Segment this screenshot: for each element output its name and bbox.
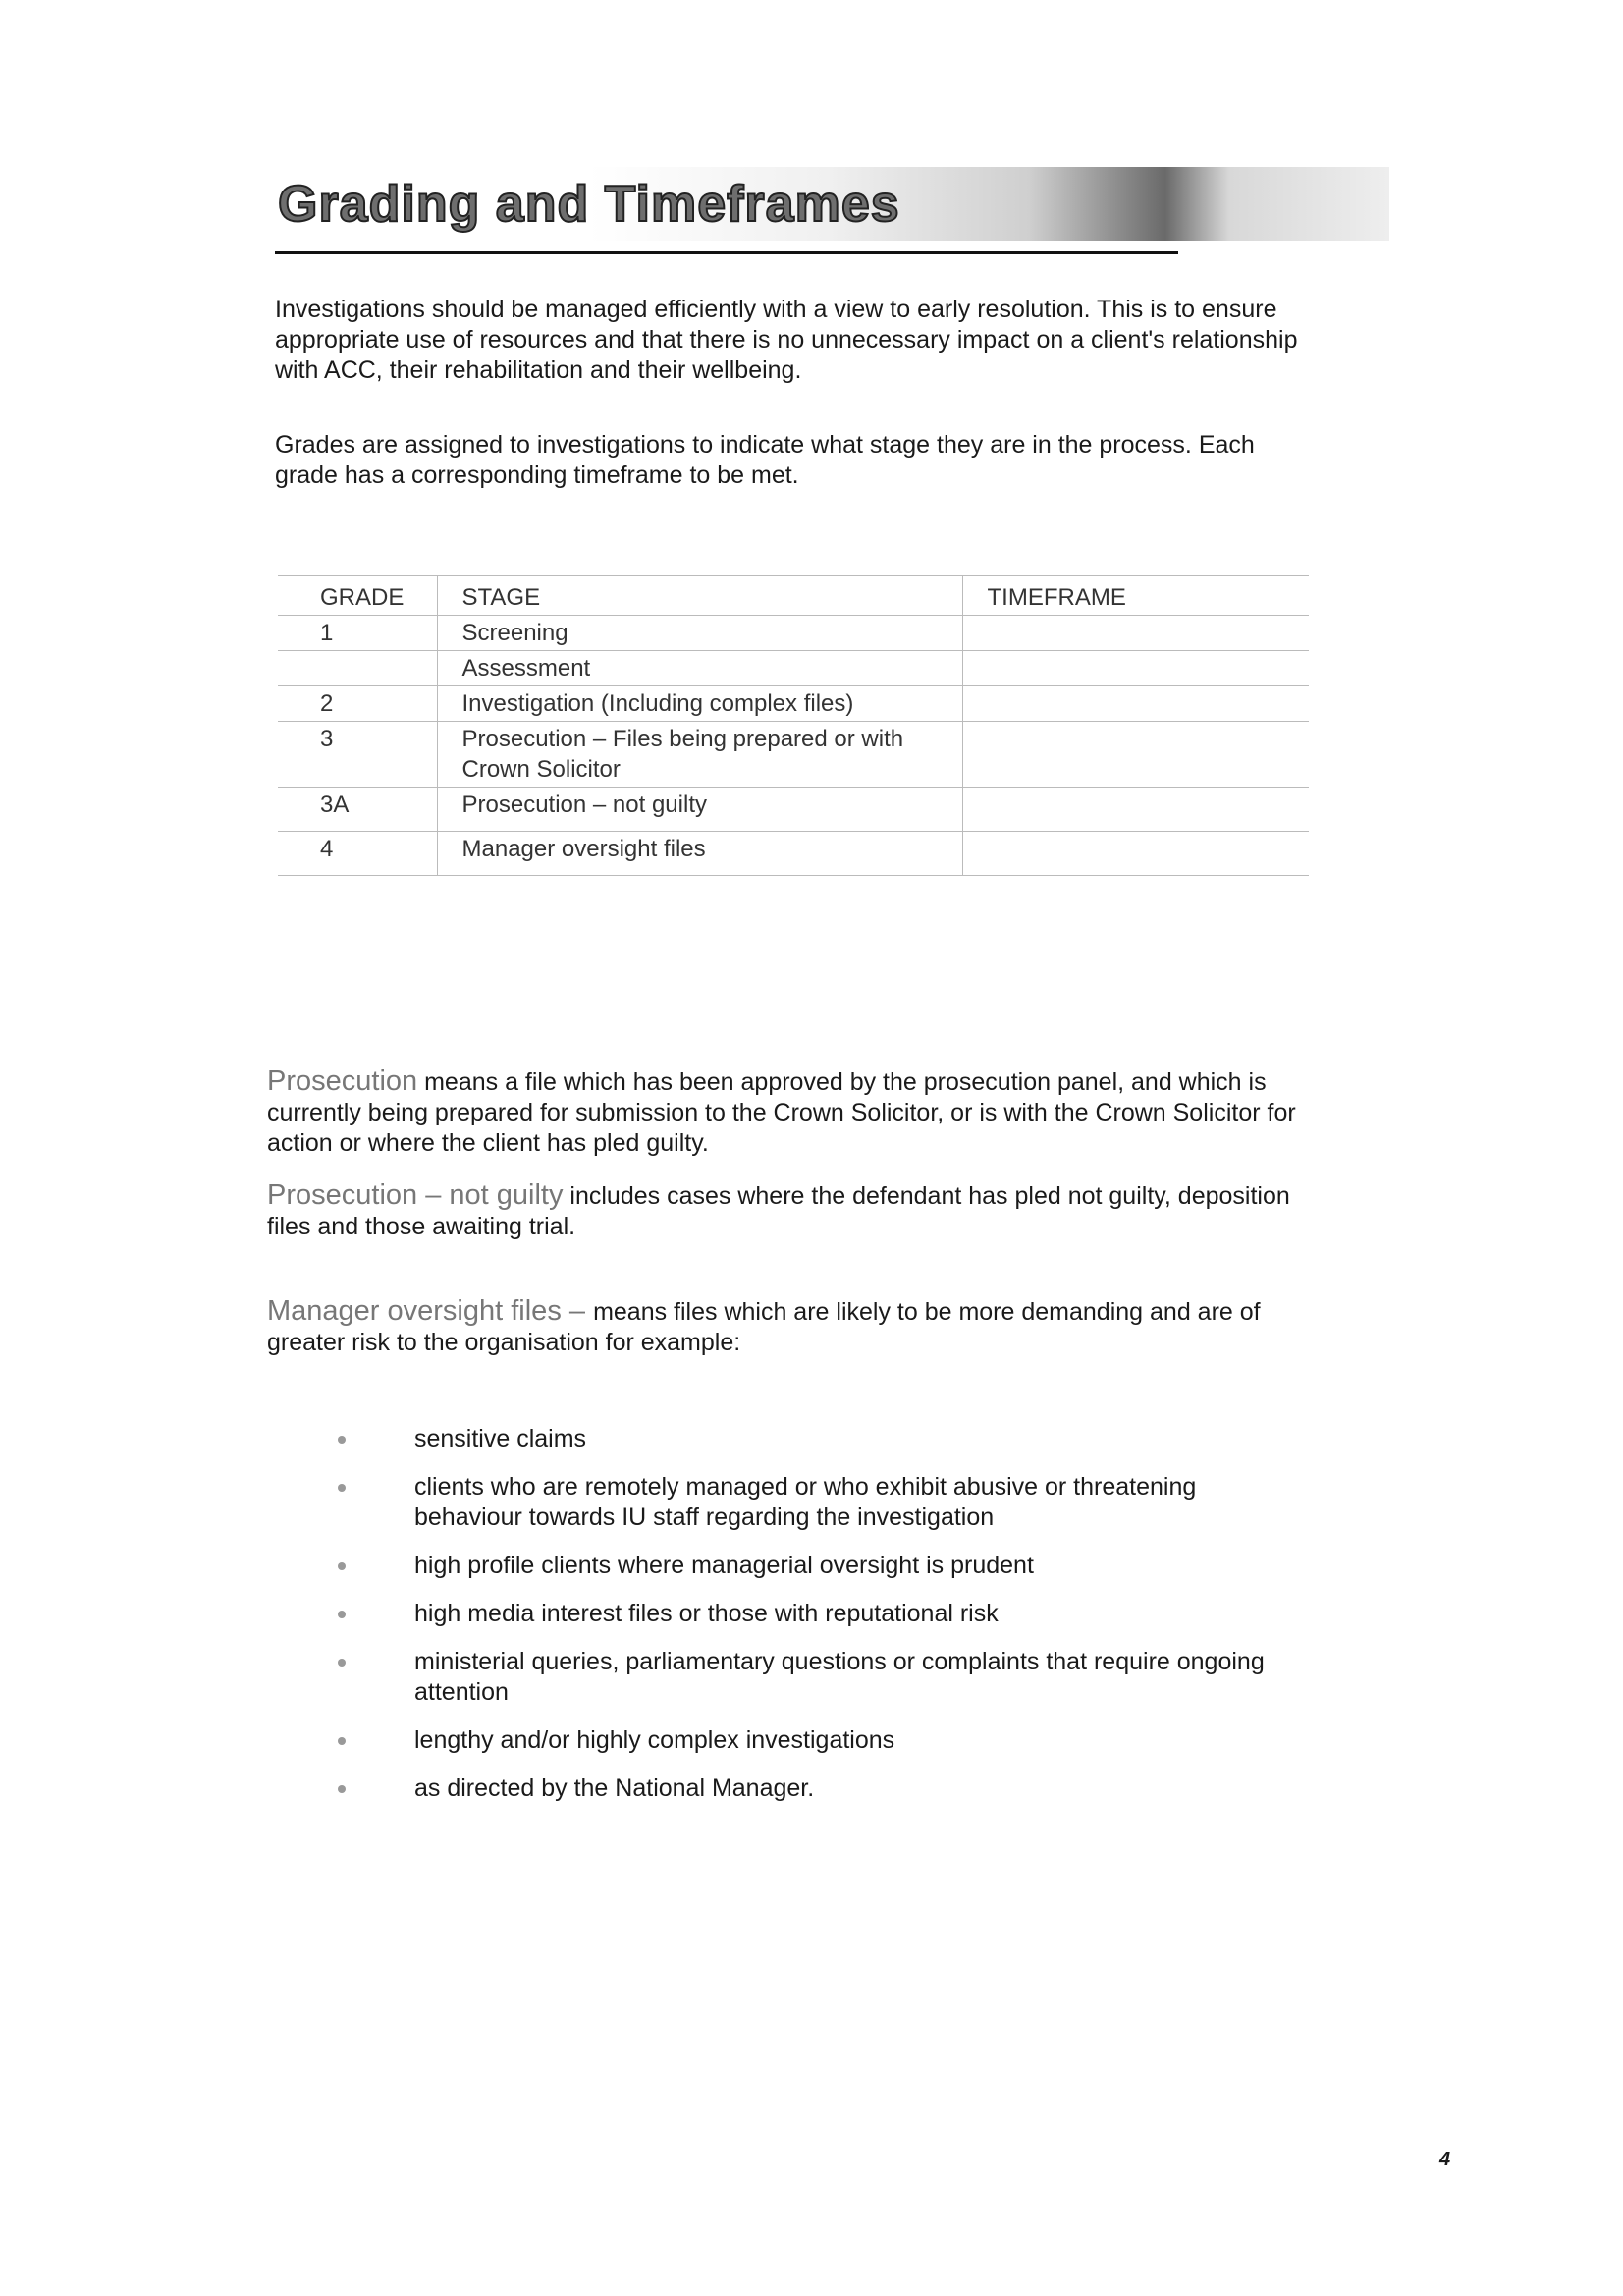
timeframe-cell <box>962 651 1309 686</box>
bullet-icon <box>338 1562 346 1570</box>
title-underline <box>275 251 1178 254</box>
header-timeframe: TIMEFRAME <box>962 576 1309 616</box>
table-row <box>278 616 1309 651</box>
grade-cell: 3A <box>278 788 437 832</box>
grade-cell <box>278 651 437 686</box>
definition-term: Manager oversight files – <box>267 1295 594 1327</box>
definition-text: means files which are likely to be more demanding and are of greater risk to the organisation for example: <box>267 1298 1261 1356</box>
definition-prosecution <box>267 1066 1318 1159</box>
bullet-icon <box>338 1737 346 1745</box>
definition-text: means a file which has been approved by the prosecution panel, and which is currently being prepared for submission to the Crown Solicitor, or is with the Crown Solicitor for action or where the client has pled guilty. <box>267 1068 1296 1157</box>
definition-term: Prosecution <box>267 1066 418 1097</box>
intro-paragraph-1: Investigations should be managed efficiently with a view to early resolution. This is to ensure appropriate use of resources and that there is no unnecessary impact on a client's relationship with ACC, their rehabilitation and their wellbeing. <box>275 296 1298 384</box>
page-title: Grading and Timeframes <box>278 176 900 233</box>
table-row <box>278 686 1309 722</box>
list-item <box>334 1551 1276 1581</box>
list-item <box>334 1472 1276 1533</box>
list-item <box>334 1424 1276 1454</box>
table-row <box>278 788 1309 832</box>
list-item-text: ministerial queries, parliamentary questions or complaints that require ongoing attention <box>414 1648 1265 1706</box>
stage-cell: Prosecution – not guilty <box>437 788 962 832</box>
stage-cell: Investigation (Including complex files) <box>437 686 962 722</box>
header-grade: GRADE <box>278 576 437 616</box>
bullet-icon <box>338 1785 346 1793</box>
timeframe-cell <box>962 722 1309 788</box>
list-item-text: sensitive claims <box>414 1425 587 1452</box>
table-row <box>278 722 1309 788</box>
list-item <box>334 1725 1276 1756</box>
stage-cell: Screening <box>437 616 962 651</box>
timeframe-cell <box>962 788 1309 832</box>
grade-cell: 3 <box>278 722 437 788</box>
stage-cell: Assessment <box>437 651 962 686</box>
bullet-icon <box>338 1659 346 1667</box>
table-header-row <box>278 576 1309 616</box>
grading-table <box>278 575 1309 876</box>
list-item <box>334 1774 1276 1804</box>
definition-text: includes cases where the defendant has pled not guilty, deposition files and those awaiting trial. <box>267 1182 1290 1240</box>
page-number: 4 <box>1439 2149 1451 2170</box>
list-item-text: as directed by the National Manager. <box>414 1775 815 1802</box>
table-row <box>278 651 1309 686</box>
list-item <box>334 1647 1276 1708</box>
list-item-text: high media interest files or those with reputational risk <box>414 1600 999 1627</box>
timeframe-cell <box>962 832 1309 876</box>
definition-term: Prosecution – not guilty <box>267 1179 564 1211</box>
grade-cell: 4 <box>278 832 437 876</box>
definition-manager-oversight <box>267 1296 1318 1358</box>
timeframe-cell <box>962 686 1309 722</box>
list-item <box>334 1599 1276 1629</box>
timeframe-cell <box>962 616 1309 651</box>
header-stage: STAGE <box>437 576 962 616</box>
table-row <box>278 832 1309 876</box>
definition-prosecution-not-guilty <box>267 1180 1318 1242</box>
intro-paragraph-2: Grades are assigned to investigations to indicate what stage they are in the process. Each grade has a corresponding timeframe to be met. <box>275 431 1255 489</box>
bullet-icon <box>338 1484 346 1492</box>
stage-cell: Prosecution – Files being prepared or with Crown Solicitor <box>437 722 962 788</box>
list-item-text: high profile clients where managerial oversight is prudent <box>414 1552 1034 1579</box>
list-item-text: clients who are remotely managed or who exhibit abusive or threatening behaviour towards IU staff regarding the investigation <box>414 1473 1197 1531</box>
bullet-icon <box>338 1611 346 1618</box>
grade-cell: 2 <box>278 686 437 722</box>
grade-cell: 1 <box>278 616 437 651</box>
stage-cell: Manager oversight files <box>437 832 962 876</box>
list-item-text: lengthy and/or highly complex investigations <box>414 1726 895 1754</box>
examples-list <box>334 1424 1276 1822</box>
bullet-icon <box>338 1436 346 1444</box>
